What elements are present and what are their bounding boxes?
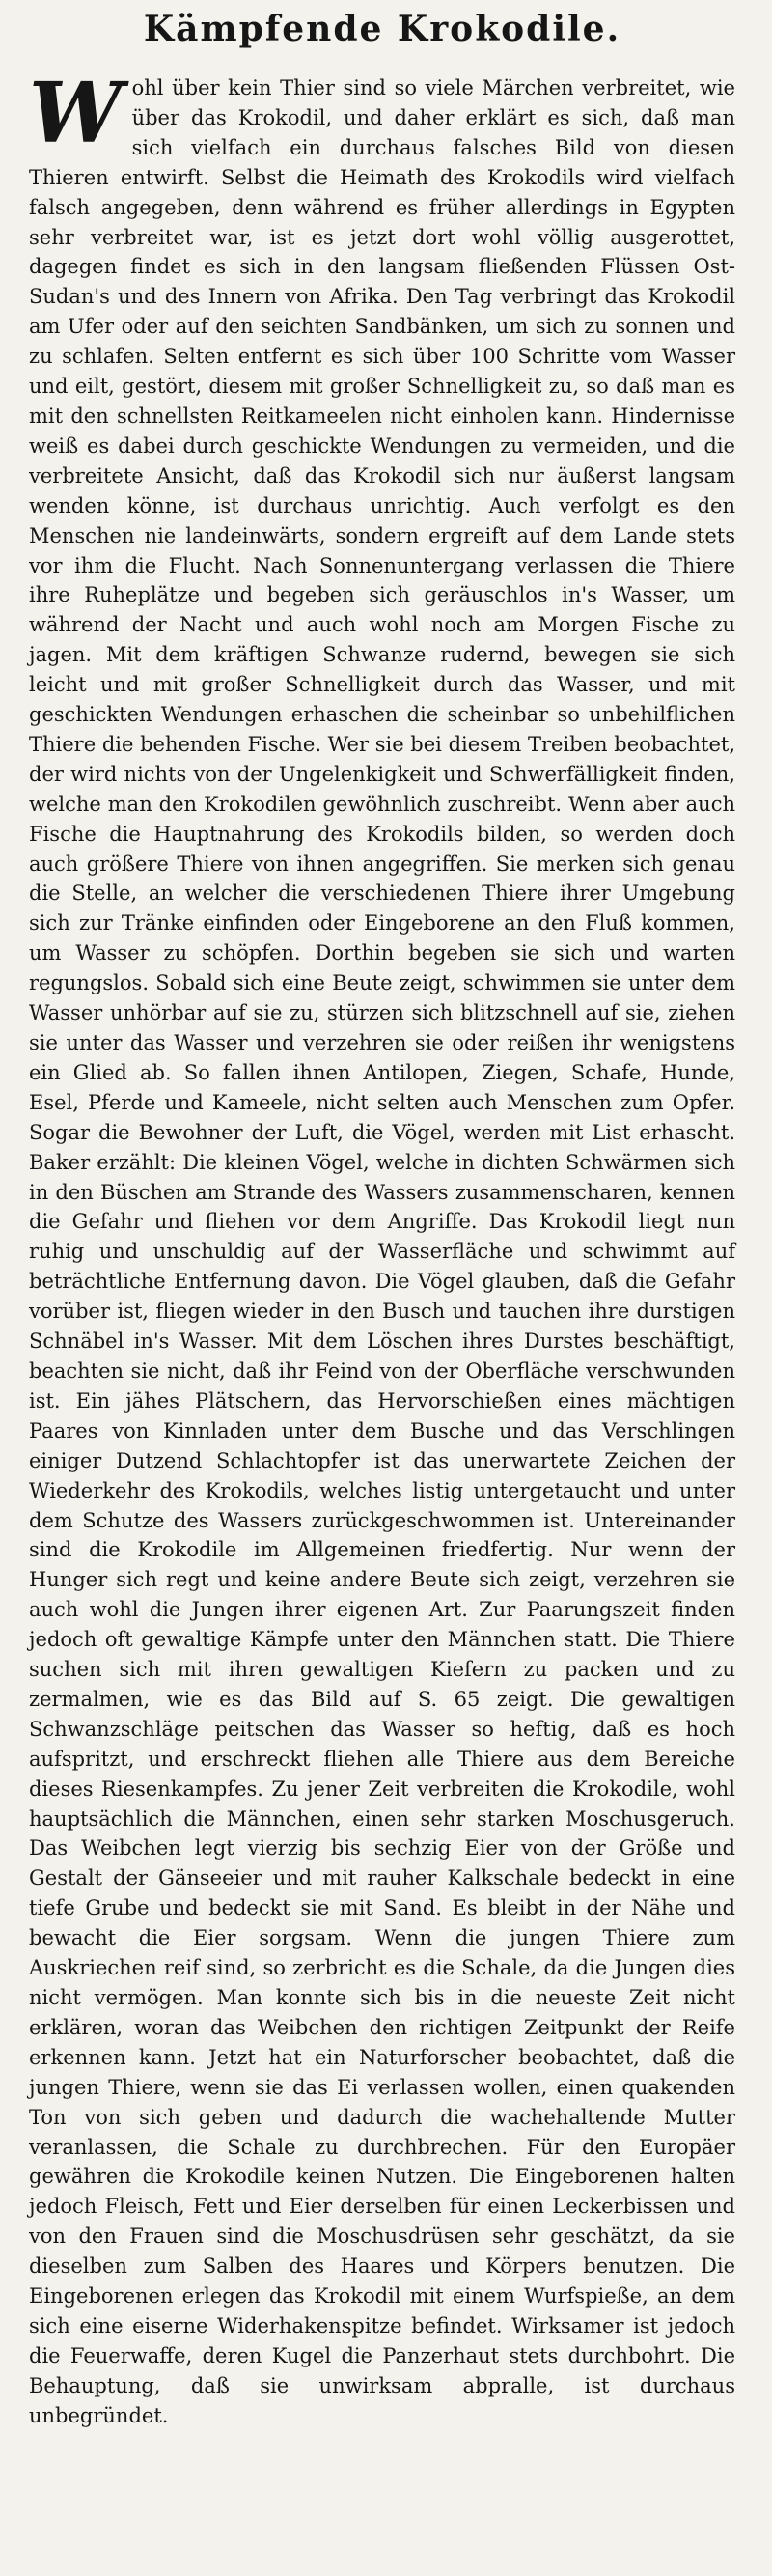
article-body [29,54,735,2431]
article-text: ohl über kein Thier sind so viele Märchen verbreitet, wie über das Krokodil, und daher erklärt es sich, daß man sich vielfach ein durchaus falsches Bild von diesen Thieren entwirft. Selbst die Heimath des Krokodils wird vielfach falsch angegeben, denn während es früher allerdings in Egypten sehr verbreitet war, ist es jetzt dort wohl völlig ausgerottet, dagegen findet es sich in den langsam fließenden Flüssen Ost-Sudan's und des Innern von Afrika. Den Tag verbringt das Krokodil am Ufer oder auf den seichten Sandbänken, um sich zu sonnen und zu schlafen. Selten entfernt es sich über 100 Schritte vom Wasser und eilt, gestört, diesem mit großer Schnelligkeit zu, so daß man es mit den schnellsten Reitkameelen nicht einholen kann. Hindernisse weiß es dabei durch geschickte Wendungen zu vermeiden, und die verbreitete Ansicht, daß das Krokodil sich nur äußerst langsam wenden könne, ist durchaus unrichtig. Auch verfolgt es den Menschen nie landeinwärts, sondern ergreift auf dem Lande stets vor ihm die Flucht. Nach Sonnenuntergang verlassen die Thiere ihre Ruheplätze und begeben sich geräuschlos in's Wasser, um während der Nacht und auch wohl noch am Morgen Fische zu jagen. Mit dem kräftigen Schwanze rudernd, bewegen sie sich leicht und mit großer Schnelligkeit durch das Wasser, und mit geschickten Wendungen erhaschen die scheinbar so unbehilflichen Thiere die behenden Fische. Wer sie bei diesem Treiben beobachtet, der wird nichts von der Ungelenkigkeit und Schwerfälligkeit finden, welche man den Krokodilen gewöhnlich zuschreibt. Wenn aber auch Fische die Hauptnahrung des Krokodils bilden, so werden doch auch größere Thiere von ihnen angegriffen. Sie merken sich genau die Stelle, an welcher die verschiedenen Thiere ihrer Umgebung sich zur Tränke einfinden oder Eingeborene an den Fluß kommen, um Wasser zu schöpfen. Dorthin begeben sie sich und warten regungslos. Sobald sich eine Beute zeigt, schwimmen sie unter dem Wasser unhörbar auf sie zu, stürzen sich blitzschnell auf sie, ziehen sie unter das Wasser und verzehren sie oder reißen ihr wenigstens ein Glied ab. So fallen ihnen Antilopen, Ziegen, Schafe, Hunde, Esel, Pferde und Kameele, nicht selten auch Menschen zum Opfer. Sogar die Bewohner der Luft, die Vögel, werden mit List erhascht. Baker erzählt: Die kleinen Vögel, welche in dichten Schwärmen sich in den Büschen am Strande des Wassers zusammenscharen, kennen die Gefahr und fliehen vor dem Angriffe. Das Krokodil liegt nun ruhig und unschuldig auf der Wasserfläche und schwimmt auf beträchtliche Entfernung davon. Die Vögel glauben, daß die Gefahr vorüber ist, fliegen wieder in den Busch und tauchen ihre durstigen Schnäbel in's Wasser. Mit dem Löschen ihres Durstes beschäftigt, beachten sie nicht, daß ihr Feind von der Oberfläche verschwunden ist. Ein jähes Plätschern, das Hervorschießen eines mächtigen Paares von Kinnladen unter dem Busche und das Verschlingen einiger Dutzend Schlachtopfer ist das unerwartete Zeichen der Wiederkehr des Krokodils, welches listig untergetaucht und unter dem Schutze des Wassers zurückgeschwommen ist. Untereinander sind die Krokodile im Allgemeinen friedfertig. Nur wenn der Hunger sich regt und keine andere Beute sich zeigt, verzehren sie auch wohl die Jungen ihrer eigenen Art. Zur Paarungszeit finden jedoch oft gewaltige Kämpfe unter den Männchen statt. Die Thiere suchen sich mit ihren gewaltigen Kiefern zu packen und zu zermalmen, wie es das Bild auf S. 65 zeigt. Die gewaltigen Schwanzschläge peitschen das Wasser so heftig, daß es hoch aufspritzt, und erschreckt fliehen alle Thiere aus dem Bereiche dieses Riesenkampfes. Zu jener Zeit verbreiten die Krokodile, wohl hauptsächlich die Männchen, einen sehr starken Moschusgeruch. Das Weibchen legt vierzig bis sechzig Eier von der Größe und Gestalt der Gänseeier und mit rauher Kalkschale bedeckt in eine tiefe Grube und bedeckt sie mit Sand. Es bleibt in der Nähe und bewacht die Eier sorgsam. Wenn die jungen Thiere zum Auskriechen reif sind, so zerbricht es die Schale, da die Jungen dies nicht vermögen. Man konnte sich bis in die neueste Zeit nicht erklären, woran das Weibchen den richtigen Zeitpunkt der Reife erkennen kann. Jetzt hat ein Naturforscher beobachtet, daß die jungen Thiere, wenn sie das Ei verlassen wollen, einen quakenden Ton von sich geben und dadurch die wachehaltende Mutter veranlassen, die Schale zu durchbrechen. Für den Europäer gewähren die Krokodile keinen Nutzen. Die Eingeborenen halten jedoch Fleisch, Fett und Eier derselben für einen Leckerbissen und von den Frauen sind die Moschusdrüsen sehr geschätzt, da sie dieselben zum Salben des Haares und Körpers benutzen. Die Eingeborenen erlegen das Krokodil mit einem Wurfspieße, an dem sich eine eiserne Widerhakenspitze befindet. Wirksamer ist jedoch die Feuerwaffe, deren Kugel die Panzerhaut stets durchbohrt. Die Behauptung, daß sie unwirksam abpralle, ist durchaus unbegründet. [29,76,735,2427]
drop-cap: W [29,65,123,162]
article-title: Kämpfende Krokodile. [143,9,621,49]
article-paragraph [29,65,735,2431]
